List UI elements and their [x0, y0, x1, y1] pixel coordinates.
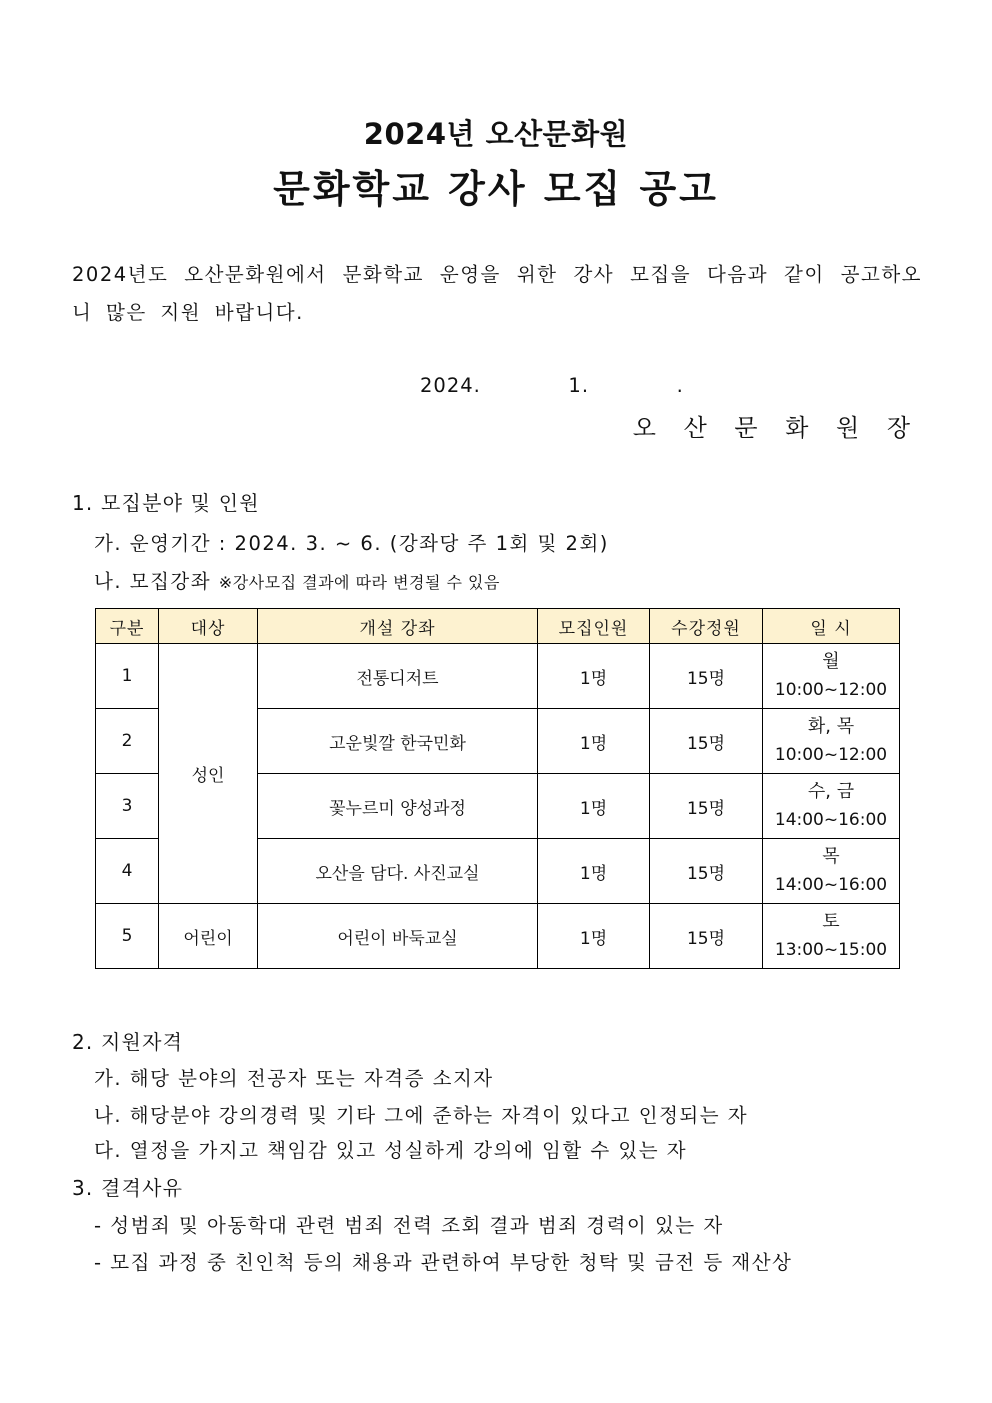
cell-capacity: 15명 [650, 709, 763, 774]
qualification-item: 다. 열정을 가지고 책임감 있고 성실하게 강의에 임할 수 있는 자 [94, 1139, 688, 1162]
cell-schedule [763, 709, 900, 774]
cell-target: 어린이 [159, 904, 258, 969]
qualification-item: 가. 해당 분야의 전공자 또는 자격증 소지자 [94, 1067, 494, 1090]
table-row [96, 904, 900, 969]
section-2-heading: 2. 지원자격 [72, 1030, 184, 1054]
section-3-heading: 3. 결격사유 [72, 1176, 184, 1200]
cell-schedule [763, 904, 900, 969]
qualification-item: 나. 해당분야 강의경력 및 기타 그에 준하는 자격이 있다고 인정되는 자 [94, 1104, 749, 1127]
cell-course: 전통디저트 [258, 644, 538, 709]
cell-instructors: 1명 [538, 644, 650, 709]
cell-schedule [763, 839, 900, 904]
course-table [95, 608, 900, 969]
cell-no: 2 [96, 709, 159, 774]
table-header-row [96, 609, 900, 644]
disqualification-item: - 모집 과정 중 친인척 등의 채용과 관련하여 부당한 청탁 및 금전 등 재산상 [94, 1251, 793, 1274]
recruit-courses-note: ※강사모집 결과에 따라 변경될 수 있음 [218, 573, 500, 592]
cell-no: 5 [96, 904, 159, 969]
header-no: 구분 [96, 609, 159, 644]
cell-instructors: 1명 [538, 839, 650, 904]
cell-no: 3 [96, 774, 159, 839]
cell-capacity: 15명 [650, 644, 763, 709]
title-line-2: 문화학교 강사 모집 공고 [273, 167, 719, 211]
schedule-day: 토 [822, 911, 840, 932]
disqualification-item: - 성범죄 및 아동학대 관련 범죄 전력 조회 결과 범죄 경력이 있는 자 [94, 1214, 724, 1237]
intro-paragraph: 2024년도 오산문화원에서 문화학교 운영을 위한 강사 모집을 다음과 같이 공고하오니 많은 지원 바랍니다. [72, 263, 922, 324]
schedule-time: 14:00~16:00 [774, 810, 888, 830]
cell-schedule [763, 644, 900, 709]
signer: 오 산 문 화 원 장 [632, 414, 920, 442]
header-target: 대상 [159, 609, 258, 644]
cell-course: 꽃누르미 양성과정 [258, 774, 538, 839]
cell-course: 어린이 바둑교실 [258, 904, 538, 969]
schedule-day: 화, 목 [807, 716, 855, 737]
cell-capacity: 15명 [650, 904, 763, 969]
schedule-time: 10:00~12:00 [774, 745, 888, 765]
title-line-1: 2024년 오산문화원 [363, 117, 629, 151]
schedule-time: 14:00~16:00 [774, 875, 888, 895]
header-schedule: 일 시 [763, 609, 900, 644]
table-row [96, 644, 900, 709]
header-course: 개설 강좌 [258, 609, 538, 644]
cell-no: 4 [96, 839, 159, 904]
cell-course: 오산을 담다. 사진교실 [258, 839, 538, 904]
cell-instructors: 1명 [538, 774, 650, 839]
schedule-time: 10:00~12:00 [774, 680, 888, 700]
notice-date: 2024. 1. . [420, 374, 684, 397]
operation-period: 가. 운영기간 : 2024. 3. ~ 6. (강좌당 주 1회 및 2회) [94, 532, 609, 555]
recruit-courses-text: 나. 모집강좌 [94, 570, 212, 593]
schedule-day: 수, 금 [807, 781, 855, 802]
cell-schedule [763, 774, 900, 839]
cell-course: 고운빛깔 한국민화 [258, 709, 538, 774]
schedule-time: 13:00~15:00 [774, 940, 888, 960]
cell-no: 1 [96, 644, 159, 709]
section-1-heading: 1. 모집분야 및 인원 [72, 491, 260, 515]
header-capacity: 수강정원 [650, 609, 763, 644]
cell-capacity: 15명 [650, 774, 763, 839]
recruit-courses-label [94, 566, 500, 594]
schedule-day: 목 [822, 846, 840, 867]
cell-instructors: 1명 [538, 904, 650, 969]
cell-capacity: 15명 [650, 839, 763, 904]
cell-instructors: 1명 [538, 709, 650, 774]
schedule-day: 월 [822, 651, 840, 672]
header-instructors: 모집인원 [538, 609, 650, 644]
cell-target: 성인 [159, 644, 258, 904]
